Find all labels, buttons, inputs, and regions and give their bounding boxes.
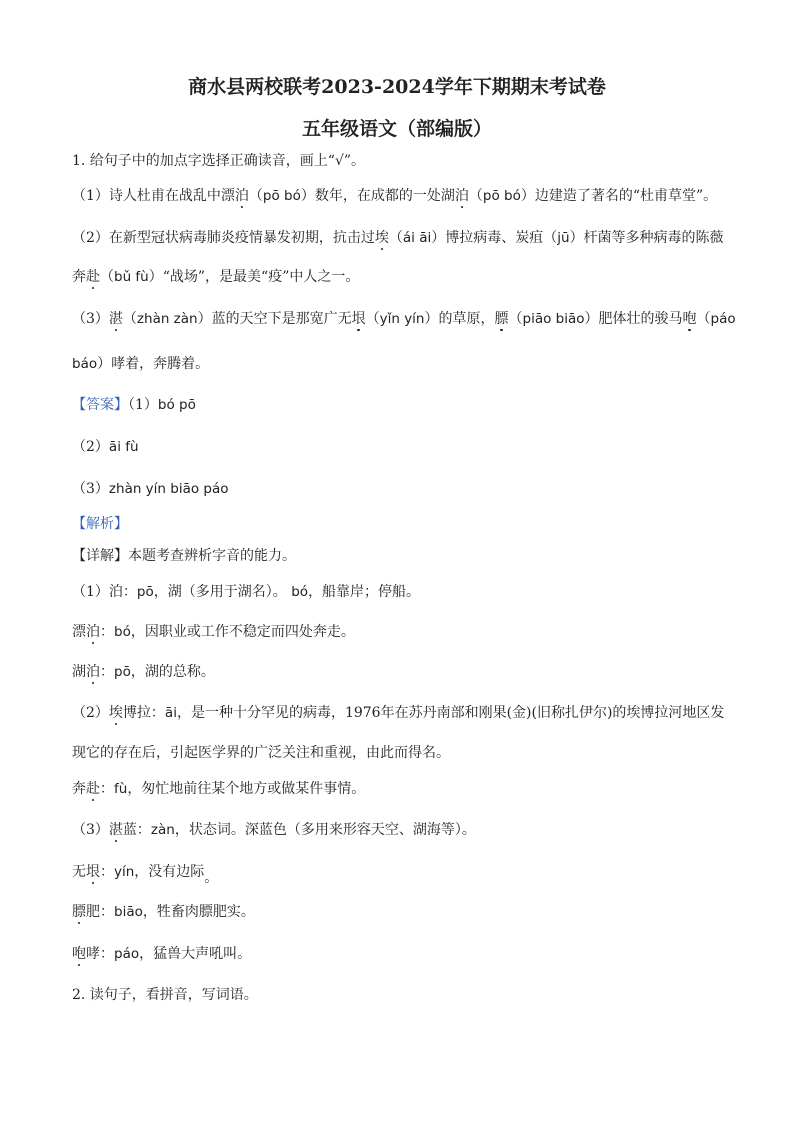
analysis-item-2: 漂泊：bó，因职业或工作不稳定而四处奔走。 (72, 624, 355, 640)
analysis-item-6: （3）湛蓝：zàn，状态词。深蓝色（多用来形容天空、湖海等）。 (72, 822, 476, 838)
pinyin-option: zhàn zàn (136, 311, 198, 327)
dotted-char: 咆 (72, 946, 86, 962)
question-1-sentence-2-cont: 奔赴（bǔ fù）“战场”，是最美“疫”中人之一。 (72, 269, 360, 285)
analysis-detail: 【详解】本题考查辨析字音的能力。 (72, 548, 296, 564)
pinyin-option: báo (72, 356, 98, 372)
answer-3: zhàn yín biāo páo (108, 481, 229, 497)
dotted-char: 湛 (108, 311, 123, 327)
dotted-char: 泊 (234, 188, 249, 204)
dotted-char: 咆 (682, 311, 697, 327)
analysis-item-7: 无垠：yín，没有边际。 (72, 864, 219, 886)
pinyin-option: yǐn yín (379, 311, 425, 327)
dotted-char: 膘 (494, 311, 509, 327)
pinyin-option: ái āi (402, 230, 432, 246)
question-1-sentence-3: （3）湛（zhàn zàn）蓝的天空下是那宽广无垠（yǐn yín）的草原，膘（piāo biāo）肥体壮的骏马咆（páo (72, 311, 736, 327)
dotted-char: 垠 (351, 311, 366, 327)
analysis-item-9: 咆哮：páo，猛兽大声吼叫。 (72, 946, 252, 962)
pinyin-option: jū (557, 230, 570, 246)
page-title: 商水县两校联考2023-2024学年下期期末考试卷 (188, 76, 606, 98)
dotted-char: 埃 (374, 230, 389, 246)
question-1-sentence-2: （2）在新型冠状病毒肺炎疫情暴发初期，抗击过埃（ái āi）博拉病毒、炭疽（jū）杆菌等多种病毒的陈薇 (72, 230, 724, 246)
question-1-sentence-1: （1）诗人杜甫在战乱中漂泊（pō bó）数年，在成都的一处湖泊（pō bó）边建造了著名的“杜甫草堂”。 (72, 188, 718, 204)
dotted-char: 赴 (86, 269, 100, 285)
analysis-item-8: 膘肥：biāo，牲畜肉膘肥实。 (72, 904, 255, 920)
analysis-item-3: 湖泊：pō，湖的总称。 (72, 664, 215, 680)
analysis-tag: 【解析】 (72, 516, 128, 532)
dotted-char: 埃 (108, 705, 123, 721)
answer-line-2: （2）āi fù (72, 439, 139, 455)
dotted-char: 泊 (86, 624, 100, 640)
analysis-item-4: （2）埃博拉：āi，是一种十分罕见的病毒，1976年在苏丹南部和刚果(金)(旧称扎伊尔)的埃博拉河地区发 (72, 705, 725, 721)
pinyin-option: pō bó (262, 188, 301, 204)
answer-tag: 【答案】 (72, 397, 128, 413)
answer-line-3: （3）zhàn yín biāo páo (72, 481, 229, 497)
answer-2: āi fù (108, 439, 139, 455)
pinyin-option: piāo biāo (522, 311, 585, 327)
pinyin-option: pō bó (482, 188, 521, 204)
pinyin-option: páo (710, 311, 736, 327)
answer-line-1: 【答案】（1）bó pō (72, 397, 196, 413)
analysis-item-1: （1）泊：pō，湖（多用于湖名）。 bó，船靠岸；停船。 (72, 584, 421, 600)
page-subtitle: 五年级语文（部编版） (301, 118, 492, 140)
question-1-stem: 1. 给句子中的加点字选择正确读音，画上“√”。 (72, 153, 366, 169)
dotted-char: 赴 (86, 781, 100, 797)
pinyin-option: bǔ fù (114, 269, 149, 285)
analysis-item-4-cont: 现它的存在后，引起医学界的广泛关注和重视，由此而得名。 (72, 745, 450, 761)
analysis-item-5: 奔赴：fù，匆忙地前往某个地方或做某件事情。 (72, 781, 366, 797)
question-1-sentence-3-cont: báo）哮着，奔腾着。 (72, 356, 210, 372)
question-2-stem: 2. 读句子，看拼音，写词语。 (72, 987, 258, 1003)
dotted-char: 泊 (454, 188, 469, 204)
dotted-char: 泊 (86, 664, 100, 680)
dotted-char: 湛 (108, 822, 123, 838)
dotted-char: 垠 (86, 864, 100, 880)
dotted-char: 膘 (72, 904, 86, 920)
answer-1: bó pō (157, 397, 196, 413)
